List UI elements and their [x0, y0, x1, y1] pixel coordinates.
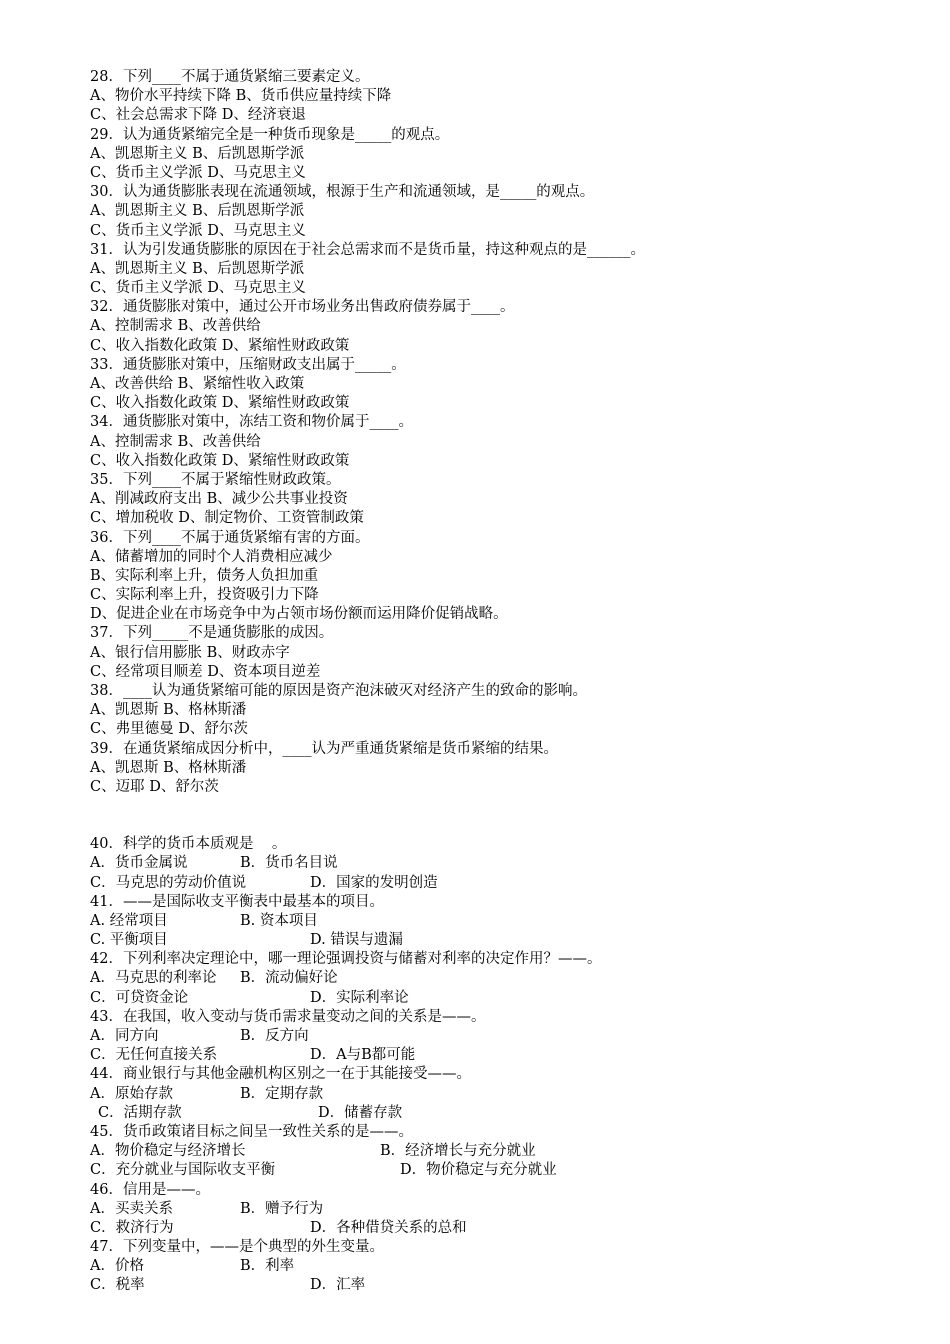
question-45: 45．货币政策诸目标之间呈一致性关系的是——。	[90, 1123, 413, 1140]
options-39-cd: C、迈耶 D、舒尔茨	[90, 778, 219, 795]
question-46: 46．信用是——。	[90, 1181, 210, 1198]
options-37-ab: A、银行信用膨胀 B、财政赤字	[90, 644, 290, 661]
options-40-ab	[90, 854, 910, 873]
option-40-a: A．货币金属说	[90, 855, 188, 872]
question-30: 30．认为通货膨胀表现在流通领域，根源于生产和流通领域，是_____的观点。	[90, 184, 595, 201]
option-47-c: C．税率	[90, 1277, 145, 1294]
option-46-c: C．救济行为	[90, 1219, 174, 1236]
question-33: 33．通货膨胀对策中，压缩财政支出属于_____。	[90, 356, 406, 373]
option-41-c: C. 平衡项目	[90, 932, 168, 949]
options-42-ab	[90, 969, 910, 988]
options-47-cd	[90, 1276, 910, 1295]
options-43-cd	[90, 1046, 910, 1065]
option-43-c: C．无任何直接关系	[90, 1047, 218, 1064]
option-36-c: C、实际利率上升，投资吸引力下降	[90, 587, 319, 604]
option-36-a: A、储蓄增加的同时个人消费相应减少	[90, 548, 333, 565]
question-34: 34．通货膨胀对策中，冻结工资和物价属于____。	[90, 414, 413, 431]
options-44-ab	[90, 1085, 910, 1104]
options-35-ab: A、削减政府支出 B、减少公共事业投资	[90, 491, 348, 508]
option-47-d: D．汇率	[310, 1277, 366, 1294]
options-31-ab: A、凯恩斯主义 B、后凯恩斯学派	[90, 260, 305, 277]
options-40-cd	[90, 874, 910, 893]
options-35-cd: C、增加税收 D、制定物价、工资管制政策	[90, 510, 364, 527]
question-47: 47．下列变量中，——是个典型的外生变量。	[90, 1239, 384, 1256]
question-39: 39．在通货紧缩成因分析中，____认为严重通货紧缩是货币紧缩的结果。	[90, 740, 558, 757]
option-47-a: A．价格	[90, 1258, 144, 1275]
question-32: 32．通货膨胀对策中，通过公开市场业务出售政府债券属于____。	[90, 299, 515, 316]
question-block-40-47	[90, 835, 910, 1296]
question-40: 40．科学的货币本质观是 。	[90, 836, 287, 853]
option-43-b: B．反方向	[240, 1028, 309, 1044]
option-45-a: A．物价稳定与经济增长	[90, 1143, 246, 1160]
option-44-d: D．储蓄存款	[318, 1104, 403, 1121]
option-43-d: D．A与B都可能	[310, 1047, 416, 1064]
options-38-ab: A、凯恩斯 B、格林斯潘	[90, 702, 247, 719]
options-47-ab	[90, 1257, 910, 1276]
option-46-a: A．买卖关系	[90, 1200, 173, 1217]
option-44-a: A．原始存款	[90, 1085, 173, 1102]
options-32-ab: A、控制需求 B、改善供给	[90, 318, 261, 335]
question-37: 37．下列_____不是通货膨胀的成因。	[90, 625, 334, 642]
question-35: 35．下列____不属于紧缩性财政政策。	[90, 471, 341, 488]
question-29: 29．认为通货紧缩完全是一种货币现象是_____的观点。	[90, 126, 450, 143]
option-40-b: B．货币名目说	[240, 855, 338, 872]
options-41-cd	[90, 931, 910, 950]
option-42-d: D．实际利率论	[310, 989, 409, 1006]
question-28: 28．下列____不属于通货紧缩三要素定义。	[90, 69, 370, 85]
options-46-cd	[90, 1219, 910, 1238]
option-46-b: B．赠予行为	[240, 1200, 324, 1217]
option-40-d: D．国家的发明创造	[310, 874, 438, 891]
section-gap	[90, 797, 910, 835]
question-block-28-39	[90, 68, 910, 797]
options-28-ab: A、物价水平持续下降 B、货币供应量持续下降	[90, 88, 392, 105]
option-46-d: D．各种借贷关系的总和	[310, 1219, 467, 1236]
option-41-a: A. 经常项目	[90, 912, 168, 929]
options-28-cd: C、社会总需求下降 D、经济衰退	[90, 107, 306, 124]
option-42-a: A．马克思的利率论	[90, 970, 217, 987]
question-43: 43．在我国，收入变动与货币需求量变动之间的关系是——。	[90, 1008, 486, 1025]
question-44: 44．商业银行与其他金融机构区别之一在于其能接受——。	[90, 1066, 471, 1083]
options-44-cd	[90, 1104, 910, 1123]
options-37-cd: C、经常项目顺差 D、资本项目逆差	[90, 663, 321, 680]
options-38-cd: C、弗里德曼 D、舒尔茨	[90, 721, 248, 738]
options-34-cd: C、收入指数化政策 D、紧缩性财政政策	[90, 452, 350, 469]
option-40-c: C．马克思的劳动价值说	[90, 874, 247, 891]
options-29-ab: A、凯恩斯主义 B、后凯恩斯学派	[90, 145, 305, 162]
options-45-ab	[90, 1142, 910, 1161]
options-30-cd: C、货币主义学派 D、马克思主义	[90, 222, 306, 239]
options-34-ab: A、控制需求 B、改善供给	[90, 433, 261, 450]
option-41-d: D. 错误与遗漏	[310, 932, 403, 949]
question-38: 38．____认为通货紧缩可能的原因是资产泡沫破灭对经济产生的致命的影响。	[90, 683, 587, 699]
options-42-cd	[90, 989, 910, 1008]
option-36-d: D、促进企业在市场竞争中为占领市场份额而运用降价促销战略。	[90, 606, 508, 623]
option-45-b: B．经济增长与充分就业	[380, 1143, 536, 1160]
question-41: 41．——是国际收支平衡表中最基本的项目。	[90, 893, 384, 910]
options-46-ab	[90, 1200, 910, 1219]
options-41-ab	[90, 912, 910, 931]
options-31-cd: C、货币主义学派 D、马克思主义	[90, 280, 306, 297]
option-36-b: B、实际利率上升，债务人负担加重	[90, 567, 319, 584]
options-30-ab: A、凯恩斯主义 B、后凯恩斯学派	[90, 203, 305, 220]
option-45-d: D．物价稳定与充分就业	[400, 1162, 557, 1179]
question-36: 36．下列____不属于通货紧缩有害的方面。	[90, 529, 370, 546]
options-43-ab	[90, 1027, 910, 1046]
option-45-c: C．充分就业与国际收支平衡	[90, 1162, 276, 1179]
option-42-c: C．可贷资金论	[90, 989, 189, 1006]
options-45-cd	[90, 1161, 910, 1180]
option-43-a: A．同方向	[90, 1028, 159, 1044]
option-41-b: B. 资本项目	[240, 912, 318, 929]
question-42: 42．下列利率决定理论中，哪一理论强调投资与储蓄对利率的决定作用？——。	[90, 951, 602, 968]
option-44-c: C．活期存款	[98, 1104, 182, 1121]
question-31: 31．认为引发通货膨胀的原因在于社会总需求而不是货币量，持这种观点的是______。	[90, 241, 645, 258]
options-33-cd: C、收入指数化政策 D、紧缩性财政政策	[90, 395, 350, 412]
option-42-b: B．流动偏好论	[240, 970, 338, 987]
document-page	[90, 68, 910, 1296]
options-29-cd: C、货币主义学派 D、马克思主义	[90, 164, 306, 181]
option-44-b: B．定期存款	[240, 1085, 324, 1102]
options-39-ab: A、凯恩斯 B、格林斯潘	[90, 759, 247, 776]
options-33-ab: A、改善供给 B、紧缩性收入政策	[90, 376, 305, 392]
option-47-b: B．利率	[240, 1258, 295, 1275]
options-32-cd: C、收入指数化政策 D、紧缩性财政政策	[90, 337, 350, 354]
